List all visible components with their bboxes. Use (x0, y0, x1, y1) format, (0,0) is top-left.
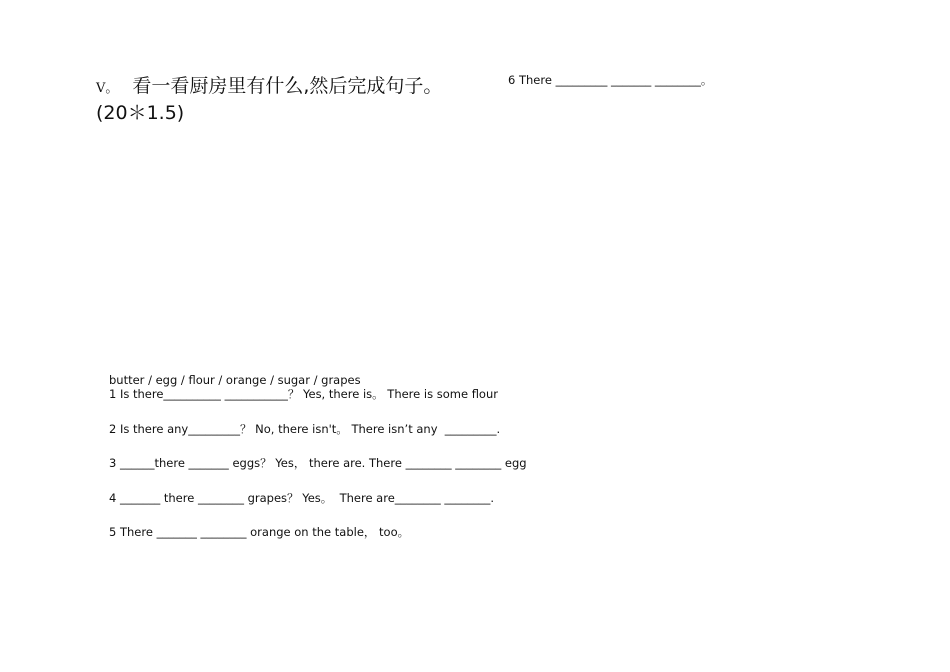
word-bank: butter / egg / flour / orange / sugar / grapes (109, 373, 361, 387)
section-heading (96, 74, 496, 125)
question-3: 3 ______there _______ eggs？ Yes， there are. There ________ ________ egg (109, 456, 527, 470)
section-score: (20＊1.5) (96, 102, 185, 124)
question-5: 5 There _______ ________ orange on the table， too。 (109, 525, 410, 539)
section-title: 看一看厨房里有什么,然后完成句子。 (132, 75, 443, 97)
section-number: Ⅴ。 (96, 81, 119, 96)
question-6: 6 There _________ _______ ________。 (508, 73, 713, 87)
question-1: 1 Is there__________ ___________？ Yes, there is。 There is some flour (109, 387, 498, 401)
question-2: 2 Is there any_________？ No, there isn't。 There isn’t any _________. (109, 422, 501, 436)
question-4: 4 _______ there ________ grapes？ Yes。 There are________ ________. (109, 491, 495, 505)
